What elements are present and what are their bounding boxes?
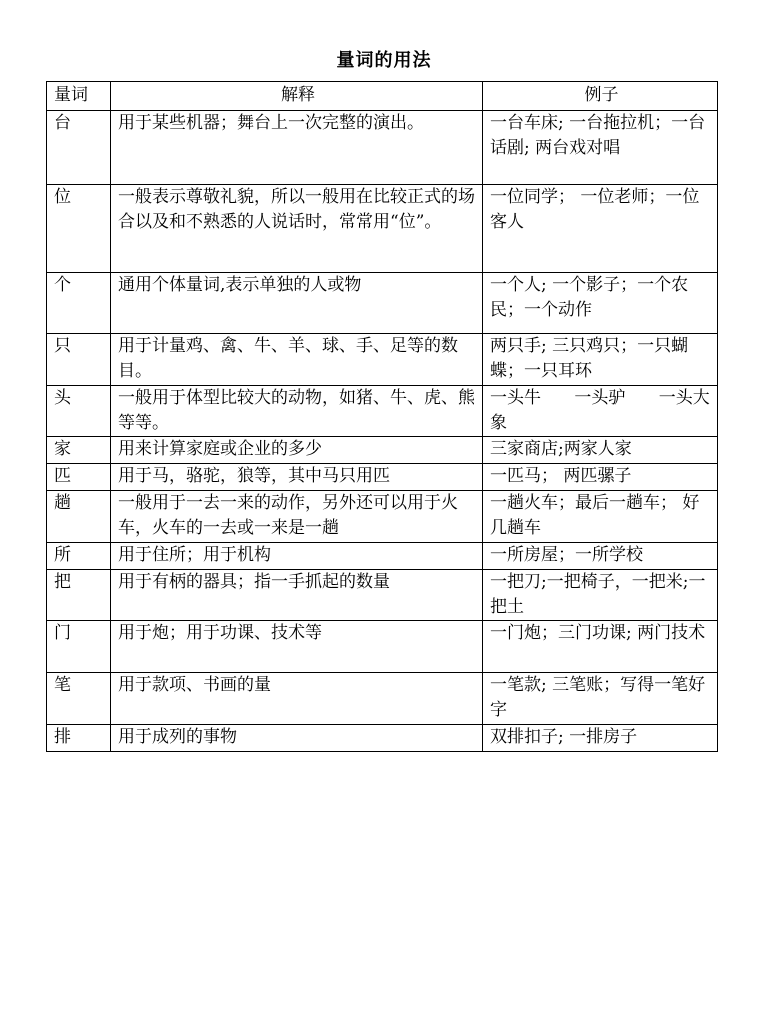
measure-word-cell: 台 [47,111,111,185]
example-cell: 一位同学； 一位老师；一位客人 [483,185,718,273]
table-row [47,185,718,273]
measure-word-cell: 个 [47,273,111,334]
example-cell: 双排扣子; 一排房子 [483,725,718,752]
table-row [47,491,718,543]
table-row [47,570,718,621]
measure-word-cell: 门 [47,621,111,673]
header-measure-word: 量词 [47,82,111,111]
measure-word-cell: 趟 [47,491,111,543]
table-row [47,464,718,491]
table-header-row [47,82,718,111]
measure-word-table [46,81,718,752]
measure-word-cell: 位 [47,185,111,273]
measure-word-cell: 匹 [47,464,111,491]
table-row [47,111,718,185]
example-cell: 一匹马； 两匹骡子 [483,464,718,491]
example-cell: 一台车床; 一台拖拉机；一台话剧; 两台戏对唱 [483,111,718,185]
example-cell: 两只手; 三只鸡只；一只蝴蝶；一只耳环 [483,334,718,386]
example-cell: 一头牛 一头驴 一头大象 [483,386,718,437]
measure-word-cell: 家 [47,437,111,464]
table-row [47,725,718,752]
explanation-cell: 一般表示尊敬礼貌，所以一般用在比较正式的场合以及和不熟悉的人说话时，常常用“位”。 [111,185,483,273]
explanation-cell: 用于款项、书画的量 [111,673,483,725]
explanation-cell: 通用个体量词,表示单独的人或物 [111,273,483,334]
table-row [47,273,718,334]
explanation-cell: 用于有柄的器具；指一手抓起的数量 [111,570,483,621]
explanation-cell: 用于住所；用于机构 [111,543,483,570]
explanation-cell: 用于成列的事物 [111,725,483,752]
example-cell: 一门炮；三门功课; 两门技术 [483,621,718,673]
example-cell: 一趟火车；最后一趟车； 好几趟车 [483,491,718,543]
table-row [47,386,718,437]
measure-word-cell: 只 [47,334,111,386]
explanation-cell: 用于炮；用于功课、技术等 [111,621,483,673]
table-row [47,621,718,673]
measure-word-cell: 把 [47,570,111,621]
explanation-cell: 用来计算家庭或企业的多少 [111,437,483,464]
example-cell: 一个人; 一个影子；一个农民；一个动作 [483,273,718,334]
explanation-cell: 一般用于一去一来的动作，另外还可以用于火车，火车的一去或一来是一趟 [111,491,483,543]
explanation-cell: 一般用于体型比较大的动物，如猪、牛、虎、熊等等。 [111,386,483,437]
measure-word-cell: 排 [47,725,111,752]
header-example: 例子 [483,82,718,111]
table-row [47,543,718,570]
explanation-cell: 用于计量鸡、禽、牛、羊、球、手、足等的数目。 [111,334,483,386]
header-explanation: 解释 [111,82,483,111]
example-cell: 一把刀;一把椅子，一把米;一把土 [483,570,718,621]
explanation-cell: 用于马，骆驼，狼等，其中马只用匹 [111,464,483,491]
example-cell: 一笔款; 三笔账；写得一笔好字 [483,673,718,725]
example-cell: 三家商店;两家人家 [483,437,718,464]
page-title: 量词的用法 [336,50,432,71]
measure-word-cell: 头 [47,386,111,437]
table-row [47,334,718,386]
table-row [47,673,718,725]
measure-word-cell: 笔 [47,673,111,725]
example-cell: 一所房屋；一所学校 [483,543,718,570]
measure-word-cell: 所 [47,543,111,570]
explanation-cell: 用于某些机器；舞台上一次完整的演出。 [111,111,483,185]
table-row [47,437,718,464]
